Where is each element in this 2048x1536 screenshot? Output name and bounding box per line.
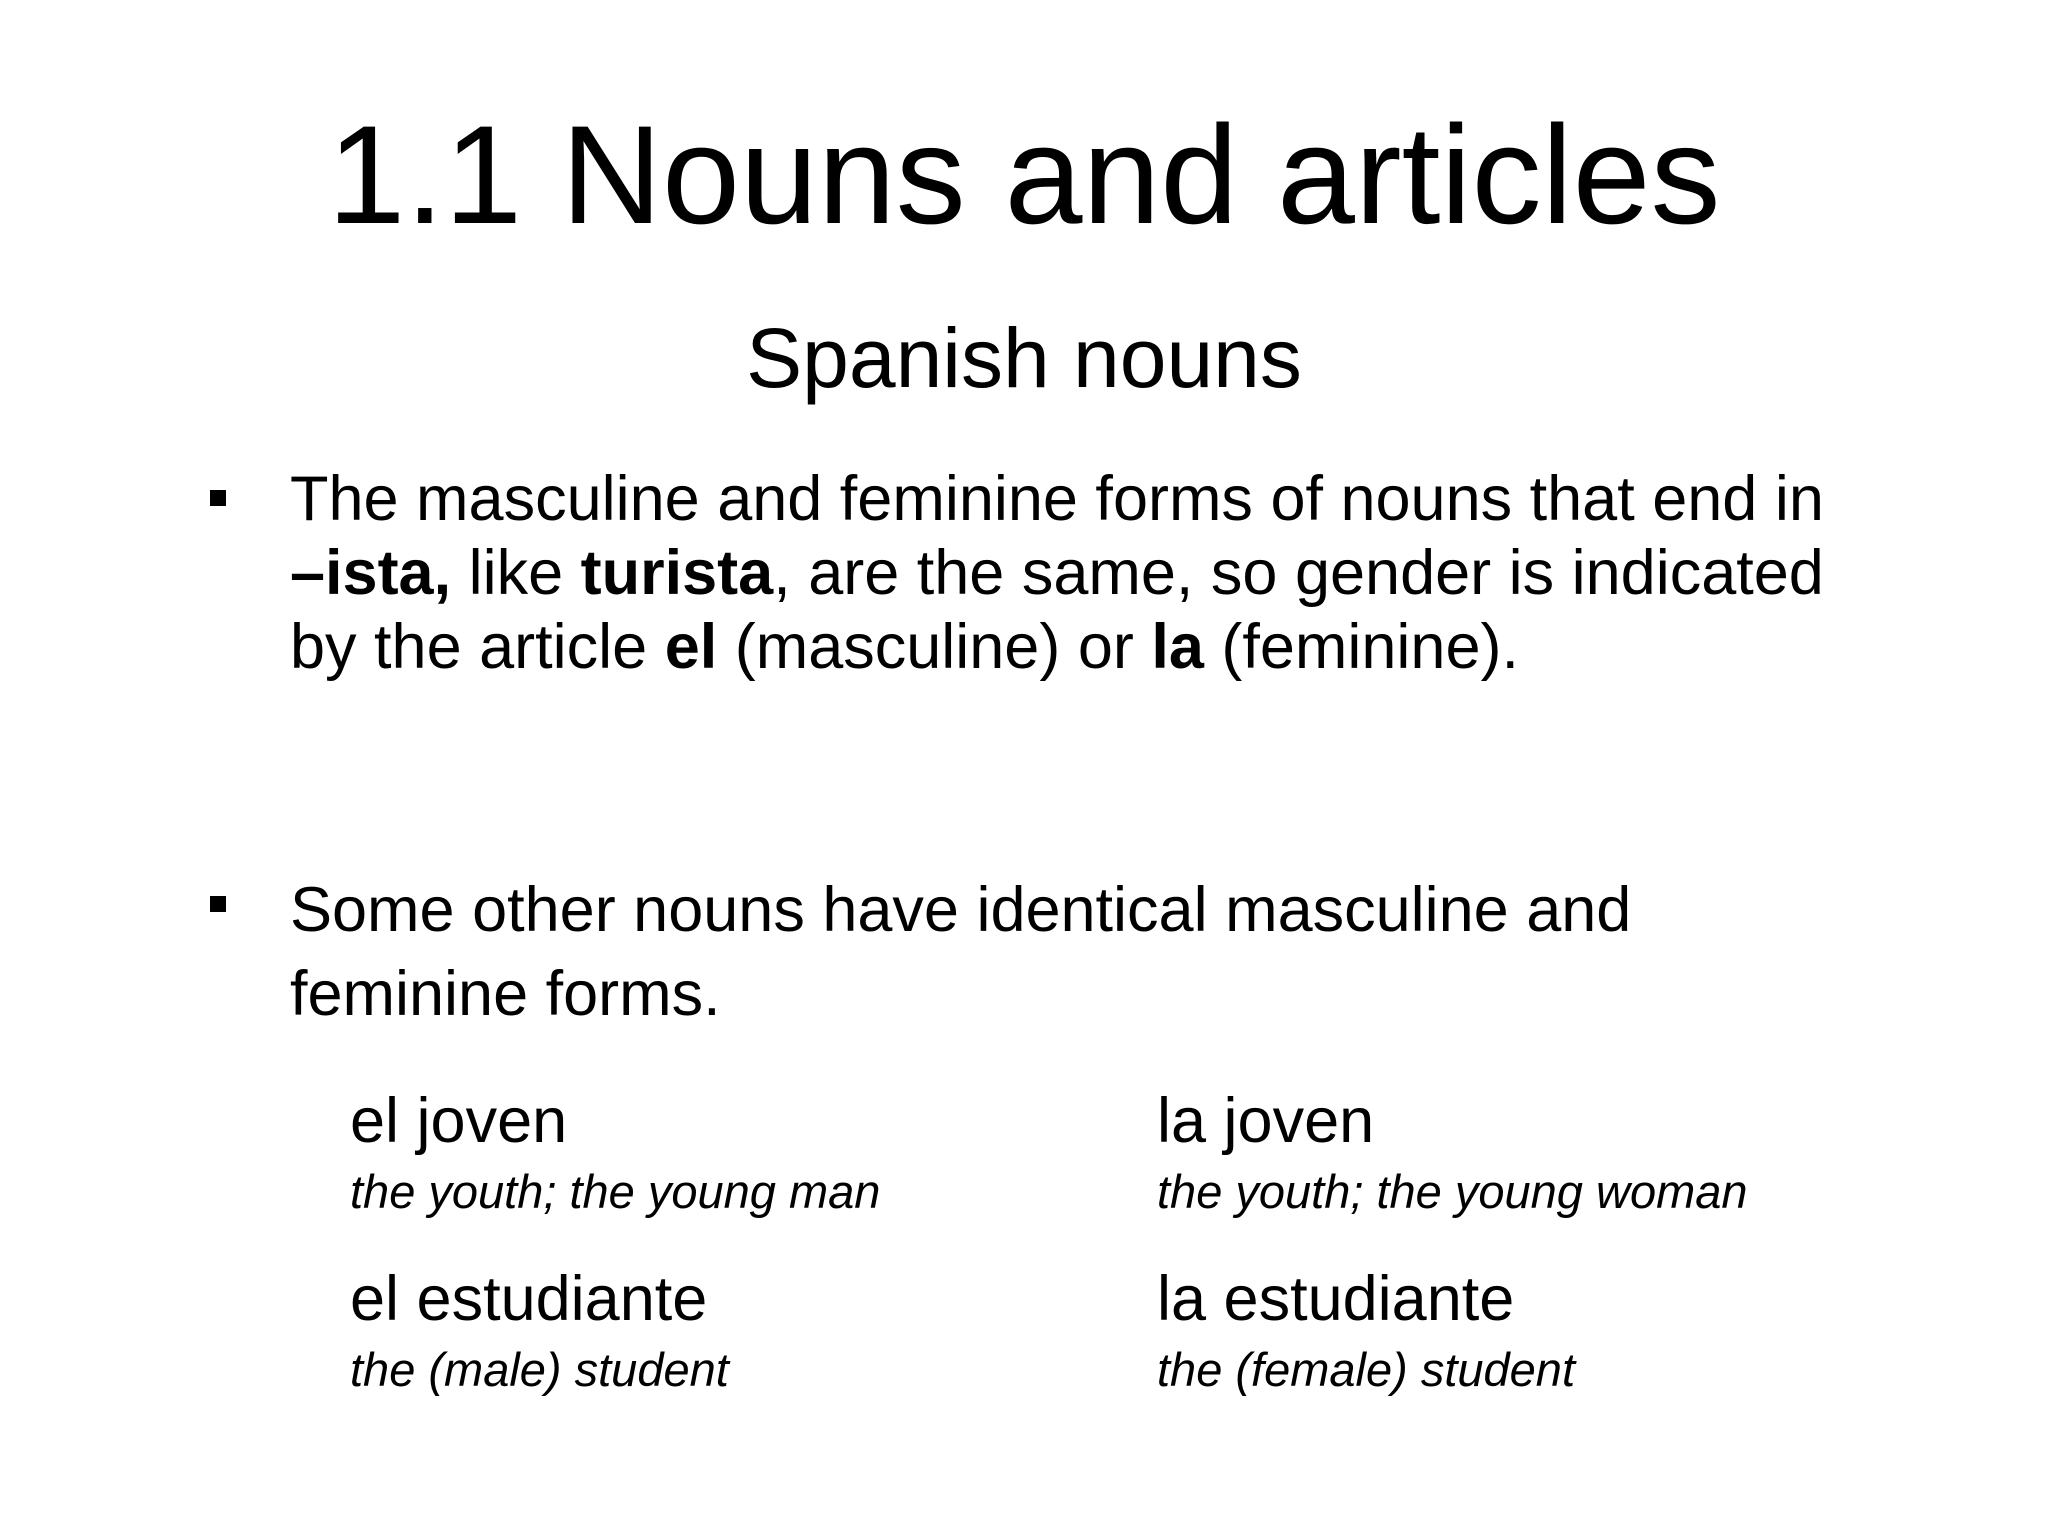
bullet-segment: Some other nouns have identical masculine and feminine forms. [290, 875, 1632, 1029]
example-word: la joven [1157, 1086, 1375, 1156]
bullet-text [290, 462, 1850, 684]
example-la-estudiante [1157, 1264, 1575, 1400]
example-word: la estudiante [1157, 1264, 1515, 1334]
example-gloss: the (male) student [350, 1343, 729, 1396]
square-bullet-icon [210, 490, 226, 506]
bullet-bold-segment: la [1151, 612, 1204, 682]
example-la-joven [1157, 1086, 1748, 1222]
bullet-bold-segment: el [664, 612, 718, 682]
bullet-segment: , are the same, so gender is indicated by the article [290, 538, 1824, 682]
bullet-bold-segment: –ista, [290, 538, 452, 608]
bullet-segment: like [451, 538, 581, 608]
example-gloss: the youth; the young woman [1157, 1165, 1748, 1218]
example-gloss: the (female) student [1157, 1343, 1575, 1396]
slide-title: 1.1 Nouns and articles [327, 96, 1721, 253]
bullet-text [290, 868, 1850, 1036]
example-gloss: the youth; the young man [350, 1165, 881, 1218]
bullet-segment: (masculine) or [717, 612, 1152, 682]
example-el-estudiante [350, 1264, 729, 1400]
example-word: el joven [350, 1086, 568, 1156]
bullet-bold-segment: turista [580, 538, 774, 608]
slide-subtitle: Spanish nouns [746, 311, 1302, 405]
bullet-segment: The masculine and feminine forms of nouns that end in [290, 464, 1824, 534]
example-word: el estudiante [350, 1264, 708, 1334]
square-bullet-icon [210, 896, 226, 912]
bullet-segment: (feminine). [1203, 612, 1519, 682]
example-el-joven [350, 1086, 880, 1222]
